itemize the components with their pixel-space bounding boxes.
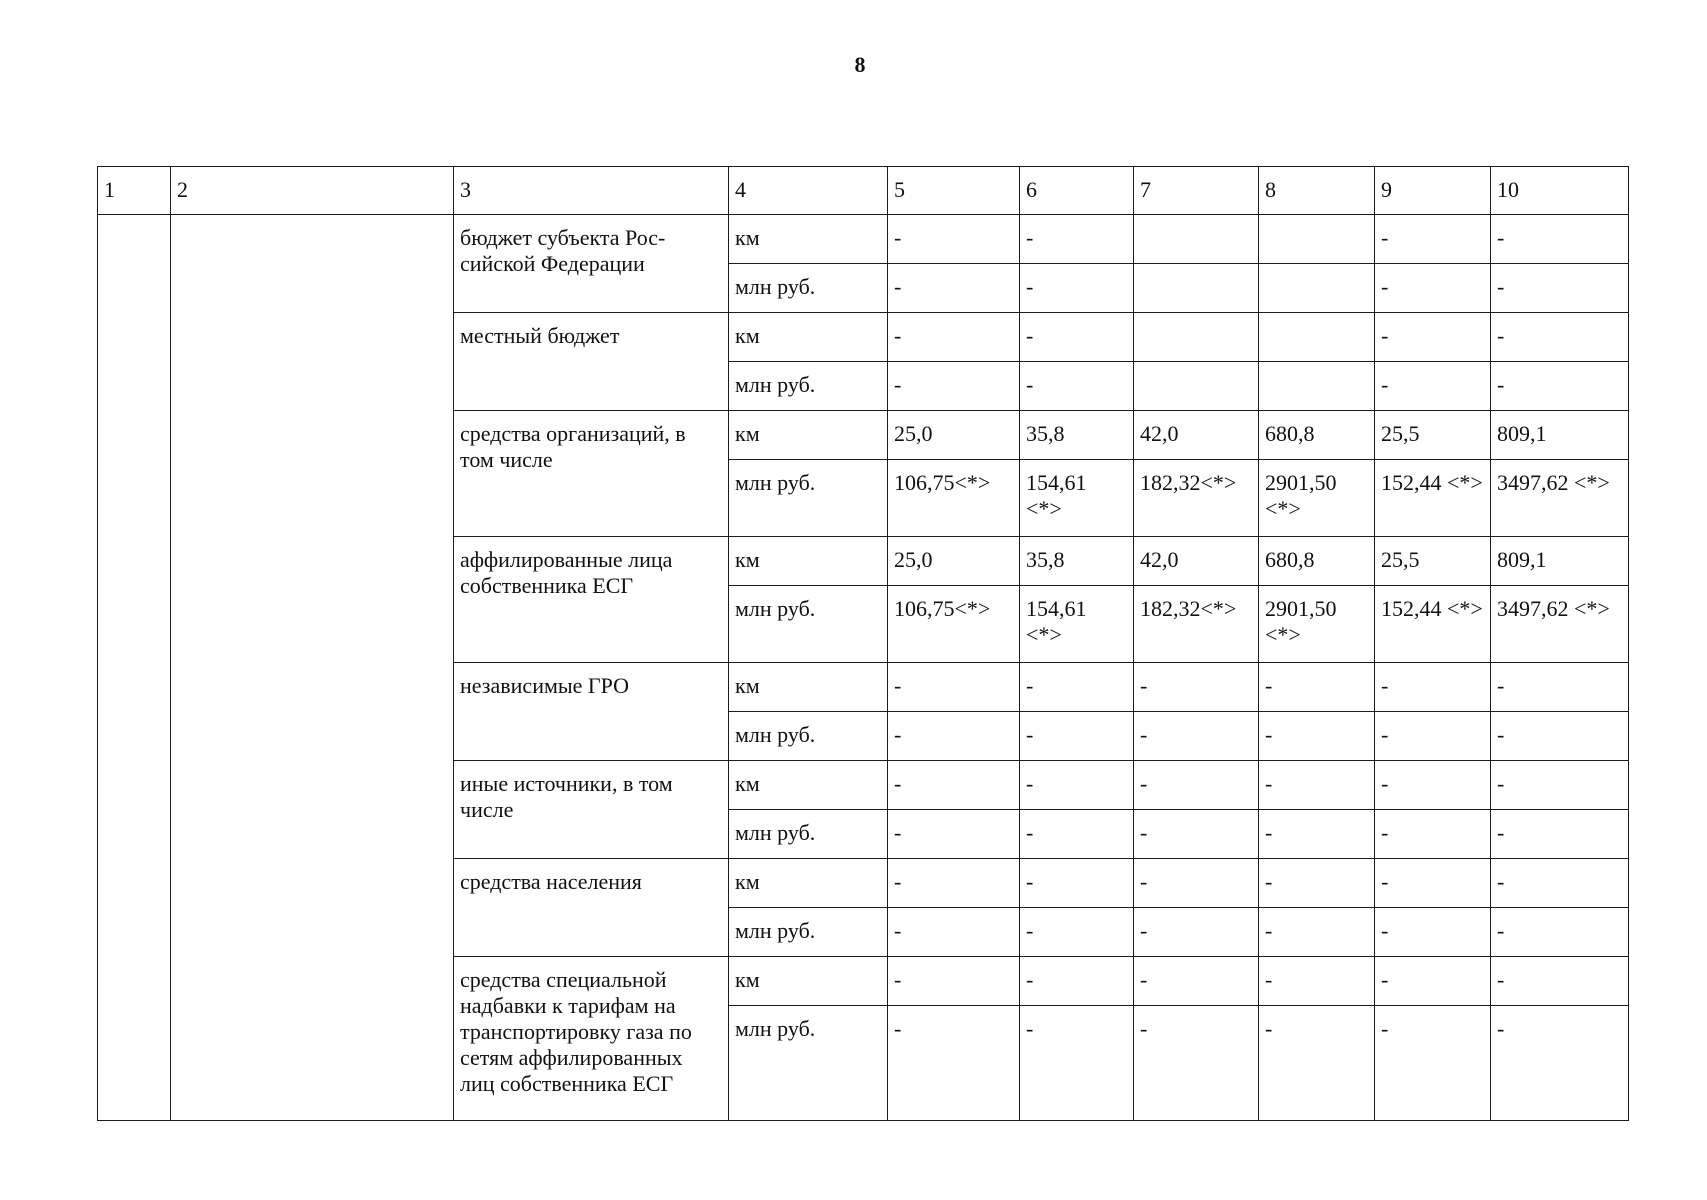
value-cell: 25,0	[888, 537, 1020, 586]
value-cell: -	[1134, 957, 1259, 1006]
value-cell: 152,44 <*>	[1375, 460, 1491, 537]
unit-cell: км	[729, 859, 888, 908]
header-cell: 1	[98, 167, 171, 215]
table-body	[98, 167, 1629, 1121]
value-cell: 680,8	[1259, 537, 1375, 586]
value-cell: -	[888, 663, 1020, 712]
value-cell: -	[888, 313, 1020, 362]
value-cell	[1259, 264, 1375, 313]
value-cell: -	[888, 712, 1020, 761]
value-cell: -	[1020, 215, 1134, 264]
unit-cell: км	[729, 957, 888, 1006]
value-cell: -	[1375, 663, 1491, 712]
value-cell	[1134, 362, 1259, 411]
funding-source-cell: бюджет субъекта Рос-сийской Федерации	[454, 215, 729, 313]
value-cell: -	[1134, 761, 1259, 810]
value-cell: 3497,62 <*>	[1491, 460, 1629, 537]
funding-source-cell: средства организаций, в том числе	[454, 411, 729, 537]
value-cell: -	[1259, 761, 1375, 810]
value-cell: -	[1259, 810, 1375, 859]
value-cell: -	[1134, 908, 1259, 957]
value-cell: 42,0	[1134, 537, 1259, 586]
value-cell: -	[1375, 215, 1491, 264]
value-cell: -	[1375, 761, 1491, 810]
value-cell: -	[1134, 810, 1259, 859]
value-cell: -	[1375, 859, 1491, 908]
unit-cell: км	[729, 537, 888, 586]
header-row	[98, 167, 1629, 215]
unit-cell: млн руб.	[729, 586, 888, 663]
value-cell	[1259, 313, 1375, 362]
value-cell: 182,32<*>	[1134, 586, 1259, 663]
unit-cell: млн руб.	[729, 712, 888, 761]
value-cell: -	[1491, 663, 1629, 712]
value-cell: -	[1375, 908, 1491, 957]
value-cell: 154,61 <*>	[1020, 586, 1134, 663]
value-cell: 809,1	[1491, 537, 1629, 586]
value-cell: -	[1491, 957, 1629, 1006]
value-cell: -	[1259, 859, 1375, 908]
value-cell	[1259, 362, 1375, 411]
value-cell: -	[1259, 712, 1375, 761]
header-cell: 6	[1020, 167, 1134, 215]
value-cell: 35,8	[1020, 537, 1134, 586]
value-cell: -	[888, 362, 1020, 411]
value-cell: -	[1491, 1006, 1629, 1121]
financing-table	[97, 166, 1629, 1121]
value-cell: -	[1020, 761, 1134, 810]
value-cell: -	[1491, 859, 1629, 908]
value-cell	[1134, 264, 1259, 313]
value-cell: -	[888, 761, 1020, 810]
value-cell: 2901,50 <*>	[1259, 586, 1375, 663]
value-cell	[1134, 215, 1259, 264]
value-cell: -	[1491, 264, 1629, 313]
value-cell: -	[888, 859, 1020, 908]
table-row	[98, 215, 1629, 264]
value-cell: -	[1375, 957, 1491, 1006]
value-cell: -	[1491, 810, 1629, 859]
funding-source-cell: аффилированные лица собственника ЕСГ	[454, 537, 729, 663]
unit-cell: км	[729, 215, 888, 264]
header-cell: 10	[1491, 167, 1629, 215]
value-cell: 2901,50 <*>	[1259, 460, 1375, 537]
header-cell: 2	[171, 167, 454, 215]
unit-cell: км	[729, 663, 888, 712]
value-cell: -	[1375, 362, 1491, 411]
header-cell: 4	[729, 167, 888, 215]
value-cell: -	[1491, 712, 1629, 761]
col1-merged-cell	[98, 215, 171, 1121]
value-cell: 809,1	[1491, 411, 1629, 460]
value-cell: -	[1375, 264, 1491, 313]
value-cell: -	[1259, 1006, 1375, 1121]
value-cell: 182,32<*>	[1134, 460, 1259, 537]
value-cell: -	[1020, 908, 1134, 957]
value-cell	[1134, 313, 1259, 362]
unit-cell: млн руб.	[729, 264, 888, 313]
value-cell: -	[1491, 908, 1629, 957]
value-cell: -	[888, 957, 1020, 1006]
value-cell: 106,75<*>	[888, 460, 1020, 537]
value-cell: -	[1020, 264, 1134, 313]
value-cell: 152,44 <*>	[1375, 586, 1491, 663]
value-cell: -	[1020, 362, 1134, 411]
value-cell: 35,8	[1020, 411, 1134, 460]
value-cell: -	[1491, 761, 1629, 810]
value-cell: -	[1259, 663, 1375, 712]
unit-cell: км	[729, 411, 888, 460]
header-cell: 9	[1375, 167, 1491, 215]
unit-cell: млн руб.	[729, 362, 888, 411]
header-cell: 8	[1259, 167, 1375, 215]
value-cell: -	[1134, 859, 1259, 908]
funding-source-cell: средства специальной надбавки к тарифам на транспортировку газа по сетям аффилированных лиц собственника ЕСГ	[454, 957, 729, 1121]
value-cell: -	[1134, 712, 1259, 761]
value-cell: -	[1259, 908, 1375, 957]
col2-merged-cell	[171, 215, 454, 1121]
value-cell: 25,5	[1375, 537, 1491, 586]
value-cell: -	[1134, 663, 1259, 712]
funding-source-cell: независимые ГРО	[454, 663, 729, 761]
value-cell: -	[1491, 215, 1629, 264]
value-cell: -	[1020, 810, 1134, 859]
value-cell: -	[1375, 712, 1491, 761]
value-cell: -	[888, 215, 1020, 264]
value-cell: 25,0	[888, 411, 1020, 460]
unit-cell: млн руб.	[729, 908, 888, 957]
funding-source-cell: местный бюджет	[454, 313, 729, 411]
value-cell: -	[1491, 313, 1629, 362]
value-cell: 25,5	[1375, 411, 1491, 460]
value-cell: -	[888, 908, 1020, 957]
value-cell: -	[1491, 362, 1629, 411]
value-cell	[1259, 215, 1375, 264]
value-cell: -	[1375, 313, 1491, 362]
value-cell: -	[1375, 810, 1491, 859]
value-cell: 154,61 <*>	[1020, 460, 1134, 537]
value-cell: 42,0	[1134, 411, 1259, 460]
header-cell: 3	[454, 167, 729, 215]
value-cell: -	[1020, 712, 1134, 761]
value-cell: -	[1020, 1006, 1134, 1121]
header-cell: 5	[888, 167, 1020, 215]
value-cell: -	[1259, 957, 1375, 1006]
value-cell: -	[1020, 859, 1134, 908]
funding-source-cell: иные источники, в том числе	[454, 761, 729, 859]
value-cell: 680,8	[1259, 411, 1375, 460]
value-cell: -	[888, 264, 1020, 313]
value-cell: -	[1020, 663, 1134, 712]
header-cell: 7	[1134, 167, 1259, 215]
value-cell: 106,75<*>	[888, 586, 1020, 663]
unit-cell: млн руб.	[729, 460, 888, 537]
page-number: 8	[854, 52, 866, 77]
value-cell: -	[888, 1006, 1020, 1121]
unit-cell: млн руб.	[729, 810, 888, 859]
value-cell: 3497,62 <*>	[1491, 586, 1629, 663]
value-cell: -	[1020, 957, 1134, 1006]
value-cell: -	[1375, 1006, 1491, 1121]
unit-cell: млн руб.	[729, 1006, 888, 1121]
unit-cell: км	[729, 761, 888, 810]
value-cell: -	[888, 810, 1020, 859]
funding-source-cell: средства населения	[454, 859, 729, 957]
value-cell: -	[1020, 313, 1134, 362]
unit-cell: км	[729, 313, 888, 362]
value-cell: -	[1134, 1006, 1259, 1121]
